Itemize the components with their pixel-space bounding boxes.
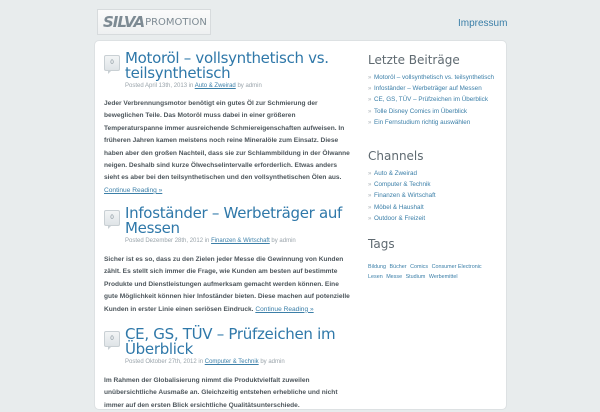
comment-count-icon[interactable]: 0 bbox=[104, 55, 120, 71]
recent-posts-list bbox=[368, 74, 498, 130]
comment-count-icon[interactable]: 0 bbox=[104, 331, 120, 347]
channel-link[interactable]: » Finanzen & Wirtschaft bbox=[368, 192, 498, 200]
post-author: by admin bbox=[260, 359, 285, 365]
channel-link[interactable]: » Möbel & Haushalt bbox=[368, 204, 498, 212]
post-date: Posted Oktober 27th, 2012 in bbox=[125, 359, 204, 365]
post-excerpt bbox=[104, 98, 354, 197]
site-header bbox=[0, 0, 600, 40]
post-category-link[interactable]: Computer & Technik bbox=[204, 359, 259, 365]
tag-link[interactable]: Bildung bbox=[368, 264, 386, 270]
post-excerpt bbox=[104, 375, 354, 412]
comment-count-icon[interactable]: 0 bbox=[104, 210, 120, 226]
post-excerpt-text: Sicher ist es so, dass zu den Zielen jeder Messe die Gewinnung von Kunden zählt. Es stellt sich immer die Frage, wie Kunden am besten auf bestimmte Produkte und Dienstleistungen aufmerksam gemacht werden können. Eine gute Möglichkeit können hier Infoständer bieten. Diese machen auf potenzielle Kunden in erster Linie einen seriösen Eindruck. bbox=[104, 256, 350, 313]
post-category-link[interactable]: Auto & Zweirad bbox=[194, 83, 236, 89]
channels-title: Channels bbox=[368, 149, 424, 163]
tag-link[interactable]: Werbemittel bbox=[428, 274, 458, 280]
post-date: Posted Dezember 28th, 2012 in bbox=[125, 238, 210, 244]
post-author: by admin bbox=[237, 83, 262, 89]
logo-subtext: PROMOTION bbox=[145, 16, 207, 28]
post-meta bbox=[125, 359, 285, 365]
channels-list bbox=[368, 170, 498, 226]
post-meta bbox=[125, 238, 296, 244]
post-title-link[interactable]: CE, GS, TÜV – Prüfzeichen im Überblick bbox=[125, 325, 336, 358]
post-date: Posted April 13th, 2013 in bbox=[125, 83, 194, 89]
post-category-link[interactable]: Finanzen & Wirtschaft bbox=[211, 238, 270, 244]
tag-link[interactable]: Messe bbox=[386, 274, 403, 280]
recent-post-link[interactable]: » Motoröl – vollsynthetisch vs. teilsynthetisch bbox=[368, 74, 498, 82]
content-panel bbox=[94, 40, 507, 410]
post-title-link[interactable]: Motoröl – vollsynthetisch vs. teilsynthetisch bbox=[125, 49, 329, 82]
post-meta bbox=[125, 83, 262, 89]
tag-link[interactable]: Comics bbox=[410, 264, 429, 270]
site-logo[interactable] bbox=[97, 9, 211, 35]
post-excerpt bbox=[104, 254, 354, 316]
tag-link[interactable]: Studium bbox=[405, 274, 426, 280]
tag-link[interactable]: Lesen bbox=[368, 274, 383, 280]
tag-link[interactable]: Bücher bbox=[389, 264, 407, 270]
channel-link[interactable]: » Outdoor & Freizeit bbox=[368, 215, 498, 223]
recent-posts-title: Letzte Beiträge bbox=[368, 53, 460, 67]
recent-post-link[interactable]: » Ein Fernstudium richtig auswählen bbox=[368, 119, 498, 127]
post-author: by admin bbox=[271, 238, 296, 244]
channel-link[interactable]: » Computer & Technik bbox=[368, 181, 498, 189]
post-title-link[interactable]: Infoständer – Werbeträger auf Messen bbox=[125, 204, 343, 237]
post-excerpt-text: Im Rahmen der Globalisierung nimmt die Produktvielfalt zuweilen unübersichtliche Ausmaße an. Gleichzeitig entstehen erhebliche und nicht immer auf den ersten Blick ersichtliche Qualitätsunterschiede. bbox=[104, 377, 338, 409]
recent-post-link[interactable]: » Infoständer – Werbeträger auf Messen bbox=[368, 85, 498, 93]
recent-post-link[interactable]: » Tolle Disney Comics im Überblick bbox=[368, 108, 498, 116]
recent-post-link[interactable]: » CE, GS, TÜV – Prüfzeichen im Überblick bbox=[368, 96, 498, 104]
tags-title: Tags bbox=[368, 237, 395, 251]
continue-reading-link[interactable]: Continue Reading » bbox=[104, 186, 163, 194]
logo-wordmark: SILVA bbox=[103, 13, 145, 31]
channel-link[interactable]: » Auto & Zweirad bbox=[368, 170, 498, 178]
post-excerpt-text: Jeder Verbrennungsmotor benötigt ein gutes Öl zur Schmierung der beweglichen Teile. Das Motoröl muss dabei in einer größeren Temperaturspanne immer ausreichende Schmiereigenschaften aufweisen. In früheren Jahren kamen meistens noch reine Mineralöle zum Einsatz. Diese haben aber den großen Nachteil, dass sie zur Schlammbildung in der Ölwanne neigen. Deshalb sind kurze Ölwechselintervalle erforderlich. Etwas anders sieht es aber bei den teilsynthetischen und den vollsynthetischen Ölen aus. bbox=[104, 100, 350, 182]
nav-impressum-link[interactable]: Impressum bbox=[458, 18, 508, 29]
tag-cloud bbox=[368, 262, 498, 282]
continue-reading-link[interactable]: Continue Reading » bbox=[255, 305, 314, 313]
tag-link[interactable]: Consumer Electronic bbox=[431, 264, 482, 270]
